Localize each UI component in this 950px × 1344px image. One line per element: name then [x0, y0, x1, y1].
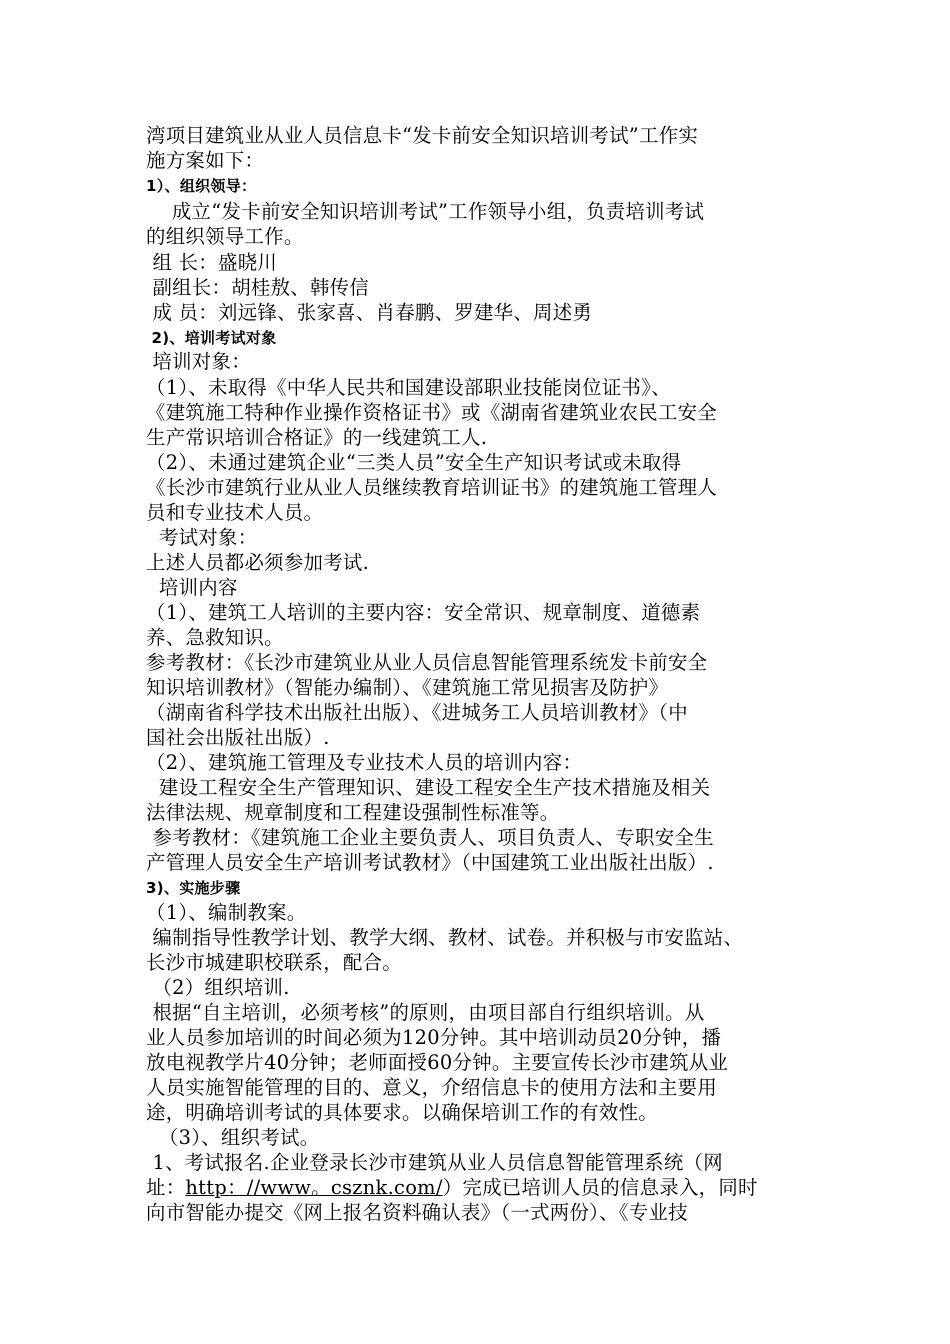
paragraph-line: （1）、未取得《中华人民共和国建设部职业技能岗位证书》、 — [146, 376, 671, 399]
paragraph-line: 生产常识培训合格证》的一线建筑工人. — [146, 426, 488, 449]
paragraph-line: 1、考试报名.企业登录长沙市建筑从业人员信息智能管理系统（网 — [146, 1151, 723, 1174]
paragraph-line: 《长沙市建筑行业从业人员继续教育培训证书》的建筑施工管理人 — [146, 476, 718, 499]
paragraph-line: （2）组织培训. — [146, 976, 290, 999]
paragraph-line: （1）、编制教案。 — [146, 901, 307, 924]
website-link[interactable]: http：//www。csznk.com/ — [185, 1176, 443, 1199]
paragraph-line: （1）、建筑工人培训的主要内容：安全常识、规章制度、道德素 — [146, 601, 701, 624]
section-heading: 2)、培训考试对象 — [146, 329, 277, 347]
paragraph-line: 参考教材：《长沙市建筑业从业人员信息智能管理系统发卡前安全 — [146, 651, 708, 674]
paragraph-line: 参考教材：《建筑施工企业主要负责人、项目负责人、专职安全生 — [146, 826, 714, 849]
paragraph-line: 施方案如下： — [146, 149, 265, 172]
paragraph-line: 成立“发卡前安全知识培训考试”工作领导小组，负责培训考试 — [146, 200, 705, 223]
paragraph-line: 长沙市城建职校联系，配合。 — [146, 951, 402, 974]
paragraph-line: 培训对象： — [146, 350, 251, 373]
deputy-leader-line: 副组长：胡桂敖、韩传信 — [146, 276, 370, 299]
paragraph-line: 国社会出版社出版）. — [146, 726, 330, 749]
paragraph-line: （2）、未通过建筑企业“三类人员”安全生产知识考试或未取得 — [146, 451, 682, 474]
members-line: 成 员：刘远锋、张家喜、肖春鹏、罗建华、周述勇 — [146, 301, 593, 324]
section-heading: 1）、组织领导： — [146, 177, 257, 195]
paragraph-line: 的组织领导工作。 — [146, 225, 304, 248]
paragraph-line: 上述人员都必须参加考试. — [146, 551, 370, 574]
section-heading: 3)、实施步骤 — [146, 879, 241, 897]
paragraph-line: 湾项目建筑业从业人员信息卡“发卡前安全知识培训考试”工作实 — [146, 124, 699, 147]
paragraph-line: （3）、组织考试。 — [146, 1126, 320, 1149]
paragraph-line: 建设工程安全生产管理知识、建设工程安全生产技术措施及相关 — [146, 776, 711, 799]
paragraph-line: 产管理人员安全生产培训考试教材》（中国建筑工业出版社出版）. — [146, 851, 714, 874]
paragraph-line: （湖南省科学技术出版社出版）、《进城务工人员培训教材》（中 — [146, 701, 688, 724]
url-line — [146, 1176, 758, 1200]
paragraph-line: 考试对象： — [146, 526, 258, 549]
paragraph-line: 向市智能办提交《网上报名资料确认表》（一式两份）、《专业技 — [146, 1201, 688, 1224]
paragraph-line: 人员实施智能管理的目的、意义，介绍信息卡的使用方法和主要用 — [146, 1076, 718, 1099]
paragraph-line: 途，明确培训考试的具体要求。以确保培训工作的有效性。 — [146, 1101, 658, 1124]
paragraph-line: 编制指导性教学计划、教学大纲、教材、试卷。并积极与市安监站、 — [146, 926, 744, 949]
paragraph-line: 法律法规、规章制度和工程建设强制性标准等。 — [146, 801, 560, 824]
paragraph-line: 放电视教学片40分钟；老师面授60分钟。主要宣传长沙市建筑从业 — [146, 1051, 729, 1074]
url-prefix: 址： — [146, 1176, 186, 1199]
paragraph-line: 根据“自主培训，必须考核”的原则，由项目部自行组织培训。从 — [146, 1001, 705, 1024]
url-suffix: ）完成已培训人员的信息录入，同时 — [442, 1176, 758, 1199]
leader-line: 组 长：盛晓川 — [146, 251, 278, 274]
paragraph-line: 培训内容 — [146, 576, 238, 599]
paragraph-line: 员和专业技术人员。 — [146, 501, 324, 524]
paragraph-line: 知识培训教材》（智能办编制）、《建筑施工常见损害及防护》 — [146, 676, 669, 699]
paragraph-line: （2）、建筑施工管理及专业技术人员的培训内容： — [146, 751, 583, 774]
paragraph-line: 养、急救知识。 — [146, 626, 284, 649]
paragraph-line: 业人员参加培训的时间必须为120分钟。其中培训动员20分钟，播 — [146, 1026, 722, 1049]
paragraph-line: 《建筑施工特种作业操作资格证书》或《湖南省建筑业农民工安全 — [146, 401, 718, 424]
